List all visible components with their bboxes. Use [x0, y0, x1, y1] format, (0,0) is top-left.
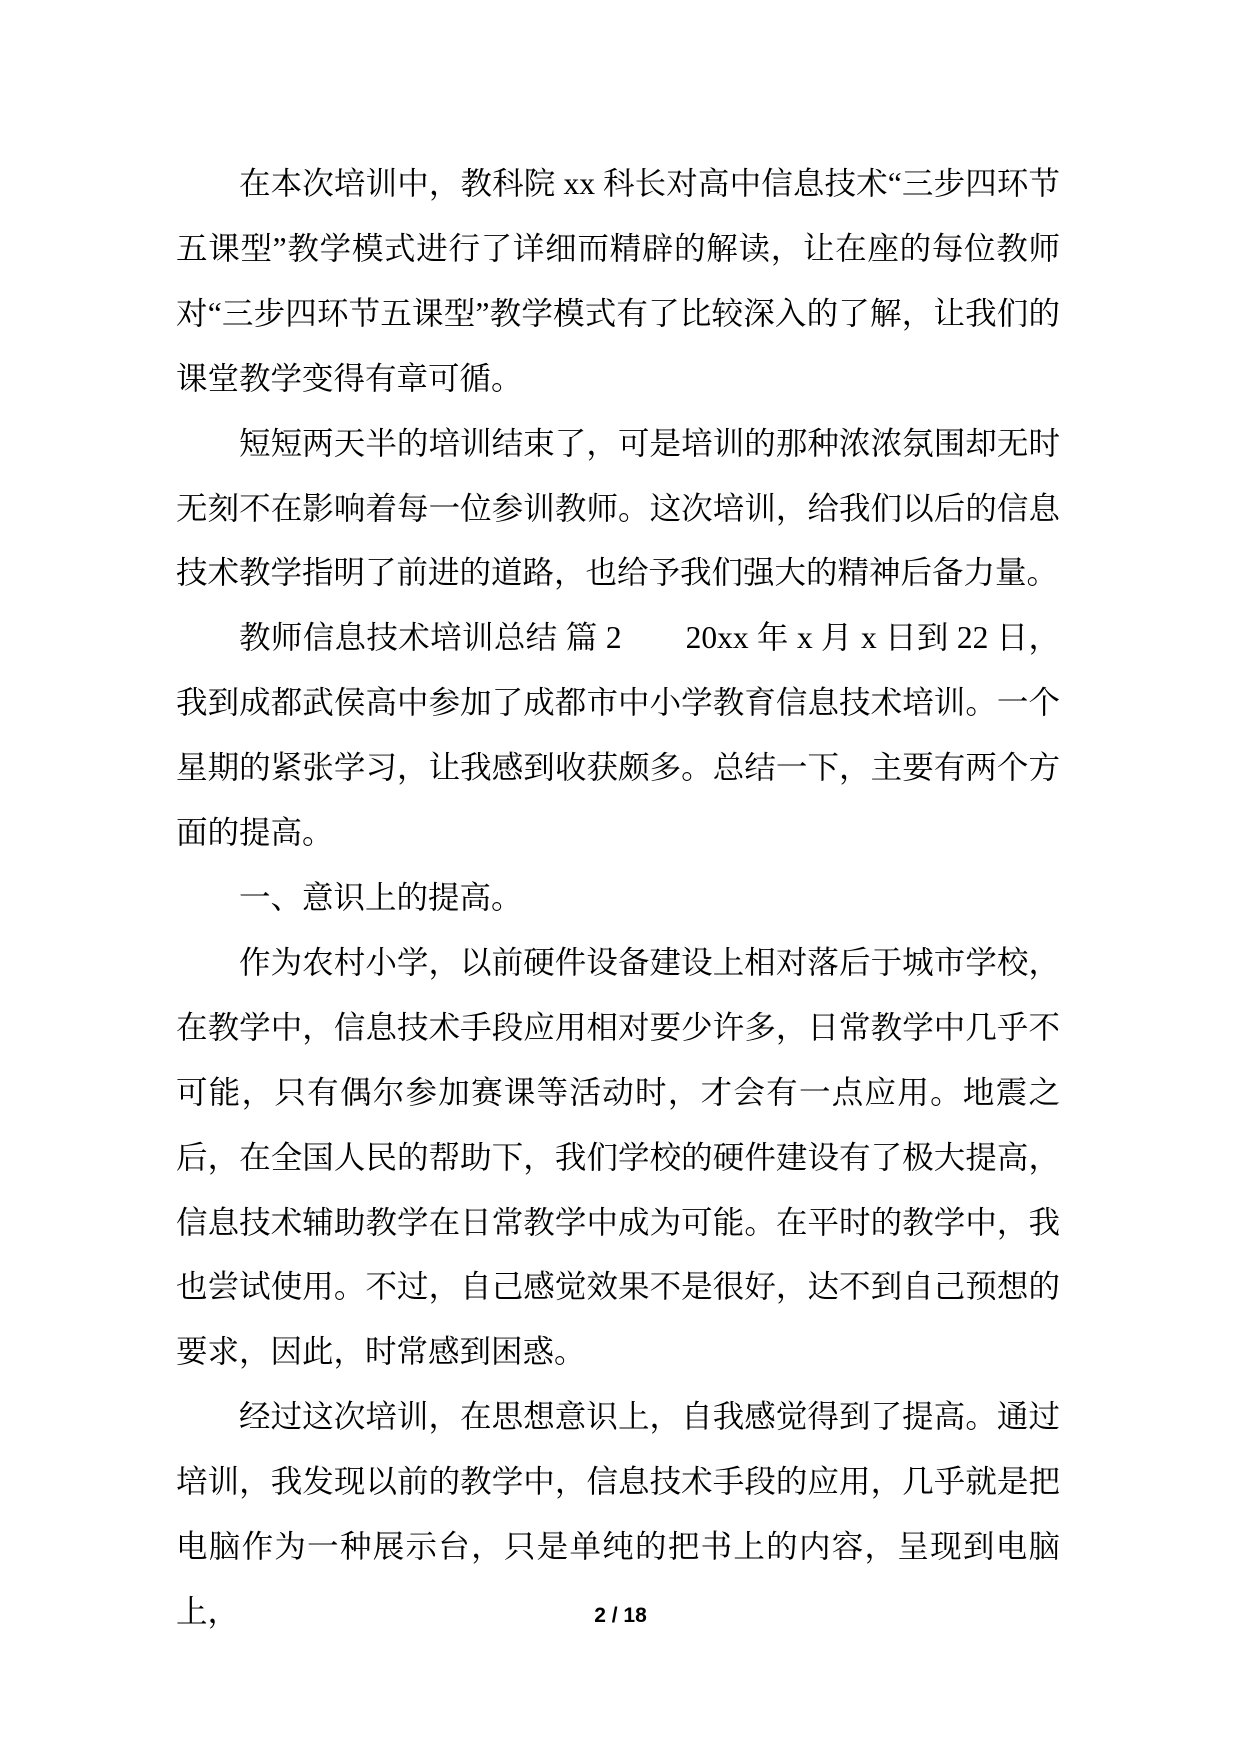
- paragraph-3: 教师信息技术培训总结 篇 2 20xx 年 x 月 x 日到 22 日，我到成都武侯高中参加了成都市中小学教育信息技术培训。一个星期的紧张学习，让我感到收获颇多。总结一下，主要有两个方面的提高。: [176, 620, 1060, 851]
- document-text: [176, 152, 1060, 1645]
- paragraph-2: 短短两天半的培训结束了，可是培训的那种浓浓氛围却无时无刻不在影响着每一位参训教师。这次培训，给我们以后的信息技术教学指明了前进的道路，也给予我们强大的精神后备力量。: [176, 425, 1060, 591]
- paragraph-5: 作为农村小学，以前硬件设备建设上相对落后于城市学校，在教学中，信息技术手段应用相对要少许多，日常教学中几乎不可能，只有偶尔参加赛课等活动时，才会有一点应用。地震之后，在全国人民的帮助下，我们学校的硬件建设有了极大提高，信息技术辅助教学在日常教学中成为可能。在平时的教学中，我也尝试使用。不过，自己感觉效果不是很好，达不到自己预想的要求，因此，时常感到困惑。: [176, 944, 1060, 1370]
- paragraph-6: 经过这次培训，在思想意识上，自我感觉得到了提高。通过培训，我发现以前的教学中，信息技术手段的应用，几乎就是把电脑作为一种展示台，只是单纯的把书上的内容，呈现到电脑上，: [176, 1399, 1060, 1629]
- paragraph-4: 一、意识上的提高。: [239, 879, 523, 915]
- page-number: 2 / 18: [594, 1604, 647, 1627]
- page-footer: [0, 1601, 1241, 1631]
- paragraph-1: 在本次培训中，教科院 xx 科长对高中信息技术“三步四环节五课型”教学模式进行了详细而精辟的解读，让在座的每位教师对“三步四环节五课型”教学模式有了比较深入的了解，让我们的课堂教学变得有章可循。: [176, 166, 1060, 396]
